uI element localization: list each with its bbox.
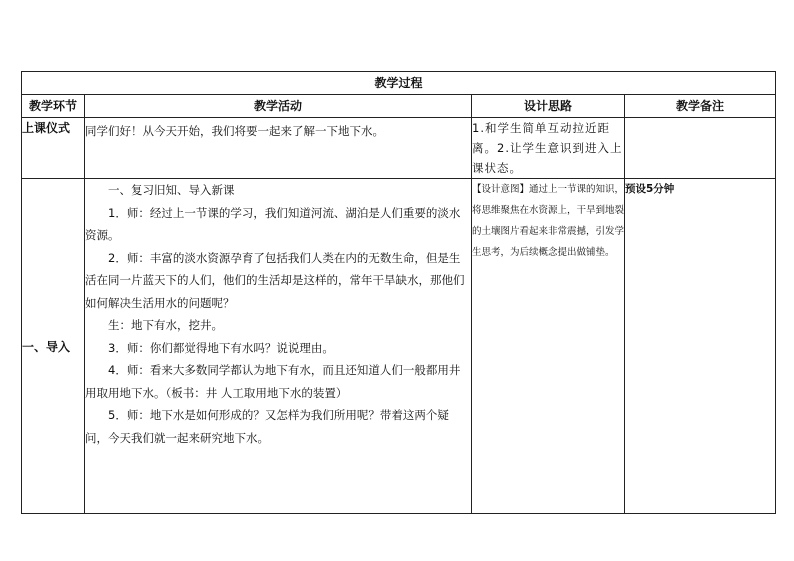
notes-cell xyxy=(625,118,776,179)
activity-line: 生：地下有水，挖井。 xyxy=(108,318,223,332)
table-row xyxy=(22,118,776,179)
header-activity: 教学活动 xyxy=(85,95,472,118)
header-stage: 教学环节 xyxy=(22,95,85,118)
design-idea-cell: 【设计意图】通过上一节课的知识，将思维聚焦在水资源上，干旱到地裂的土壤图片看起来非常震撼，引发学生思考，为后续概念提出做铺垫。 xyxy=(472,179,625,514)
notes-cell: 预设5分钟 xyxy=(625,179,776,514)
header-row xyxy=(22,95,776,118)
table-row xyxy=(22,179,776,514)
activity-line: 同学们好！从今天开始，我们将要一起来了解一下地下水。 xyxy=(85,124,384,138)
lesson-process-table xyxy=(21,71,776,514)
activity-line: 2．师：丰富的淡水资源孕育了包括我们人类在内的无数生命，但是生活在同一片蓝天下的人们，他们的生活却是这样的，常年干旱缺水，那他们如何解决生活用水的问题呢？ xyxy=(85,250,465,310)
activity-line: 5．师：地下水是如何形成的？又怎样为我们所用呢？带着这两个疑问，今天我们就一起来研究地下水。 xyxy=(85,408,449,445)
activity-line: 3．师：你们都觉得地下有水吗？说说理由。 xyxy=(108,340,334,355)
activity-line: 4．师：看来大多数同学都认为地下有水，而且还知道人们一般都用井用取用地下水。（板书：井 人工取用地下水的装置） xyxy=(85,363,461,400)
header-design-idea: 设计思路 xyxy=(472,95,625,118)
stage-cell: 一、导入 xyxy=(22,179,85,514)
activity-cell xyxy=(85,118,472,179)
activity-line: 一、复习旧知、导入新课 xyxy=(108,183,235,197)
activity-cell xyxy=(85,179,472,514)
activity-line: 1．师：经过上一节课的学习，我们知道河流、湖泊是人们重要的淡水资源。 xyxy=(85,205,461,242)
design-idea-cell: 1.和学生简单互动拉近距离。2.让学生意识到进入上课状态。 xyxy=(472,118,625,179)
stage-cell: 上课仪式 xyxy=(22,118,85,179)
header-notes: 教学备注 xyxy=(625,95,776,118)
table-title: 教学过程 xyxy=(22,72,776,95)
